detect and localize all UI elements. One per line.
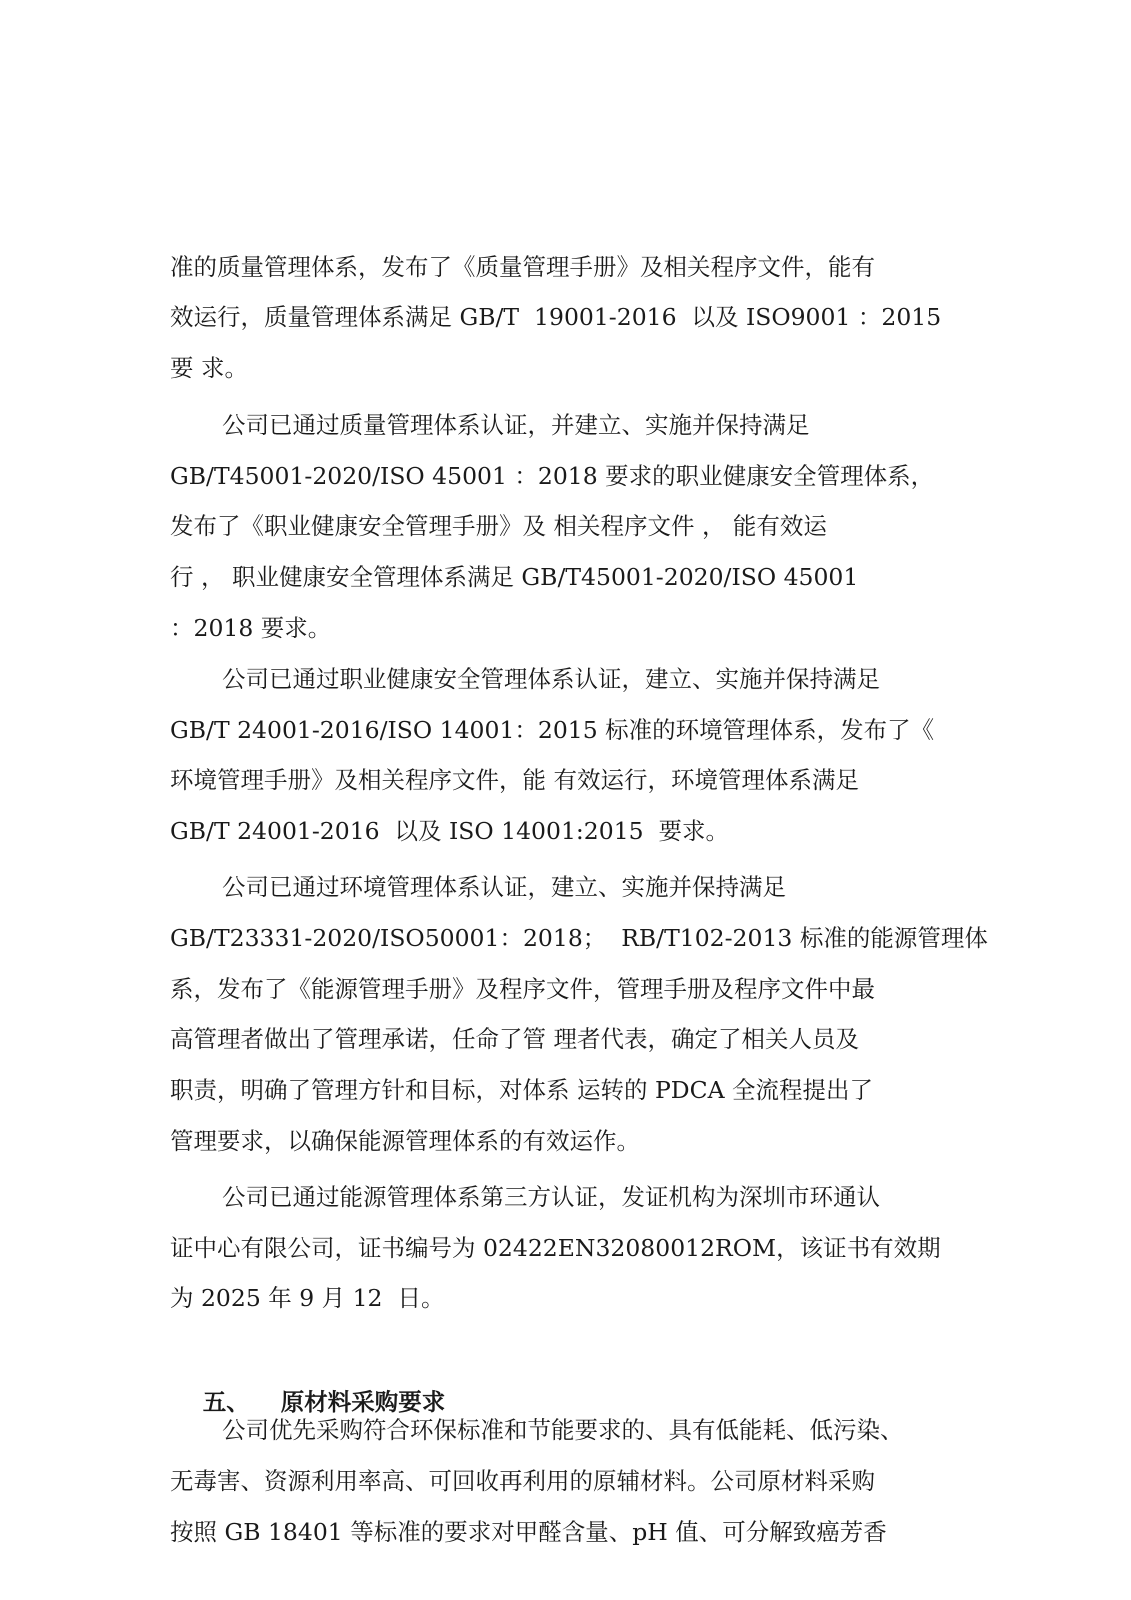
paragraph-line: 环境管理手册》及相关程序文件，能 有效运行，环境管理体系满足 <box>170 766 859 794</box>
paragraph-line: 公司优先采购符合环保标准和节能要求的、具有低能耗、低污染、 <box>222 1416 904 1444</box>
paragraph-line: 效运行，质量管理体系满足 GB/T 19001-2016 以及 ISO9001 ：2015 <box>170 303 942 331</box>
paragraph-line: 公司已通过职业健康安全管理体系认证，建立、实施并保持满足 <box>222 665 880 693</box>
paragraph-line: 公司已通过质量管理体系认证，并建立、实施并保持满足 <box>222 411 810 439</box>
paragraph-line: 无毒害、资源利用率高、可回收再利用的原辅材料。公司原材料采购 <box>170 1467 875 1495</box>
paragraph-line: 职责，明确了管理方针和目标，对体系 运转的 PDCA 全流程提出了 <box>170 1076 874 1104</box>
section-heading <box>170 1327 950 1416</box>
paragraph-line: 准的质量管理体系，发布了《质量管理手册》及相关程序文件，能有 <box>170 253 875 281</box>
paragraph-line: GB/T45001-2020/ISO 45001 ：2018 要求的职业健康安全管理体系， <box>170 462 935 490</box>
paragraph-line: ：2018 要求。 <box>170 614 332 642</box>
paragraph-line: 公司已通过能源管理体系第三方认证，发证机构为深圳市环通认 <box>222 1183 880 1211</box>
paragraph-line: 系，发布了《能源管理手册》及程序文件，管理手册及程序文件中最 <box>170 975 875 1003</box>
paragraph-line: 要 求。 <box>170 354 248 382</box>
paragraph-line: 行 ， 职业健康安全管理体系满足 GB/T45001-2020/ISO 45001 <box>170 563 859 591</box>
paragraph-line: 高管理者做出了管理承诺，任命了管 理者代表，确定了相关人员及 <box>170 1025 859 1053</box>
paragraph-line: 证中心有限公司，证书编号为 02422EN32080012ROM，该证书有效期 <box>170 1234 941 1262</box>
paragraph-line: 按照 GB 18401 等标准的要求对甲醛含量、pH 值、可分解致癌芳香 <box>170 1518 887 1546</box>
paragraph-line: 公司已通过环境管理体系认证，建立、实施并保持满足 <box>222 873 786 901</box>
paragraph-line: 发布了《职业健康安全管理手册》及 相关程序文件 ， 能有效运 <box>170 512 827 540</box>
paragraph-line: GB/T 24001-2016/ISO 14001：2015 标准的环境管理体系，发布了《 <box>170 716 935 744</box>
section-number: 五、 <box>202 1388 250 1416</box>
section-title: 原材料采购要求 <box>280 1388 446 1416</box>
paragraph-line: 为 2025 年 9 月 12 日。 <box>170 1284 445 1312</box>
paragraph-line: GB/T 24001-2016 以及 ISO 14001:2015 要求。 <box>170 817 730 845</box>
paragraph-line: GB/T23331-2020/ISO50001：2018； RB/T102-2013 标准的能源管理体 <box>170 924 988 952</box>
paragraph-line: 管理要求，以确保能源管理体系的有效运作。 <box>170 1127 640 1155</box>
